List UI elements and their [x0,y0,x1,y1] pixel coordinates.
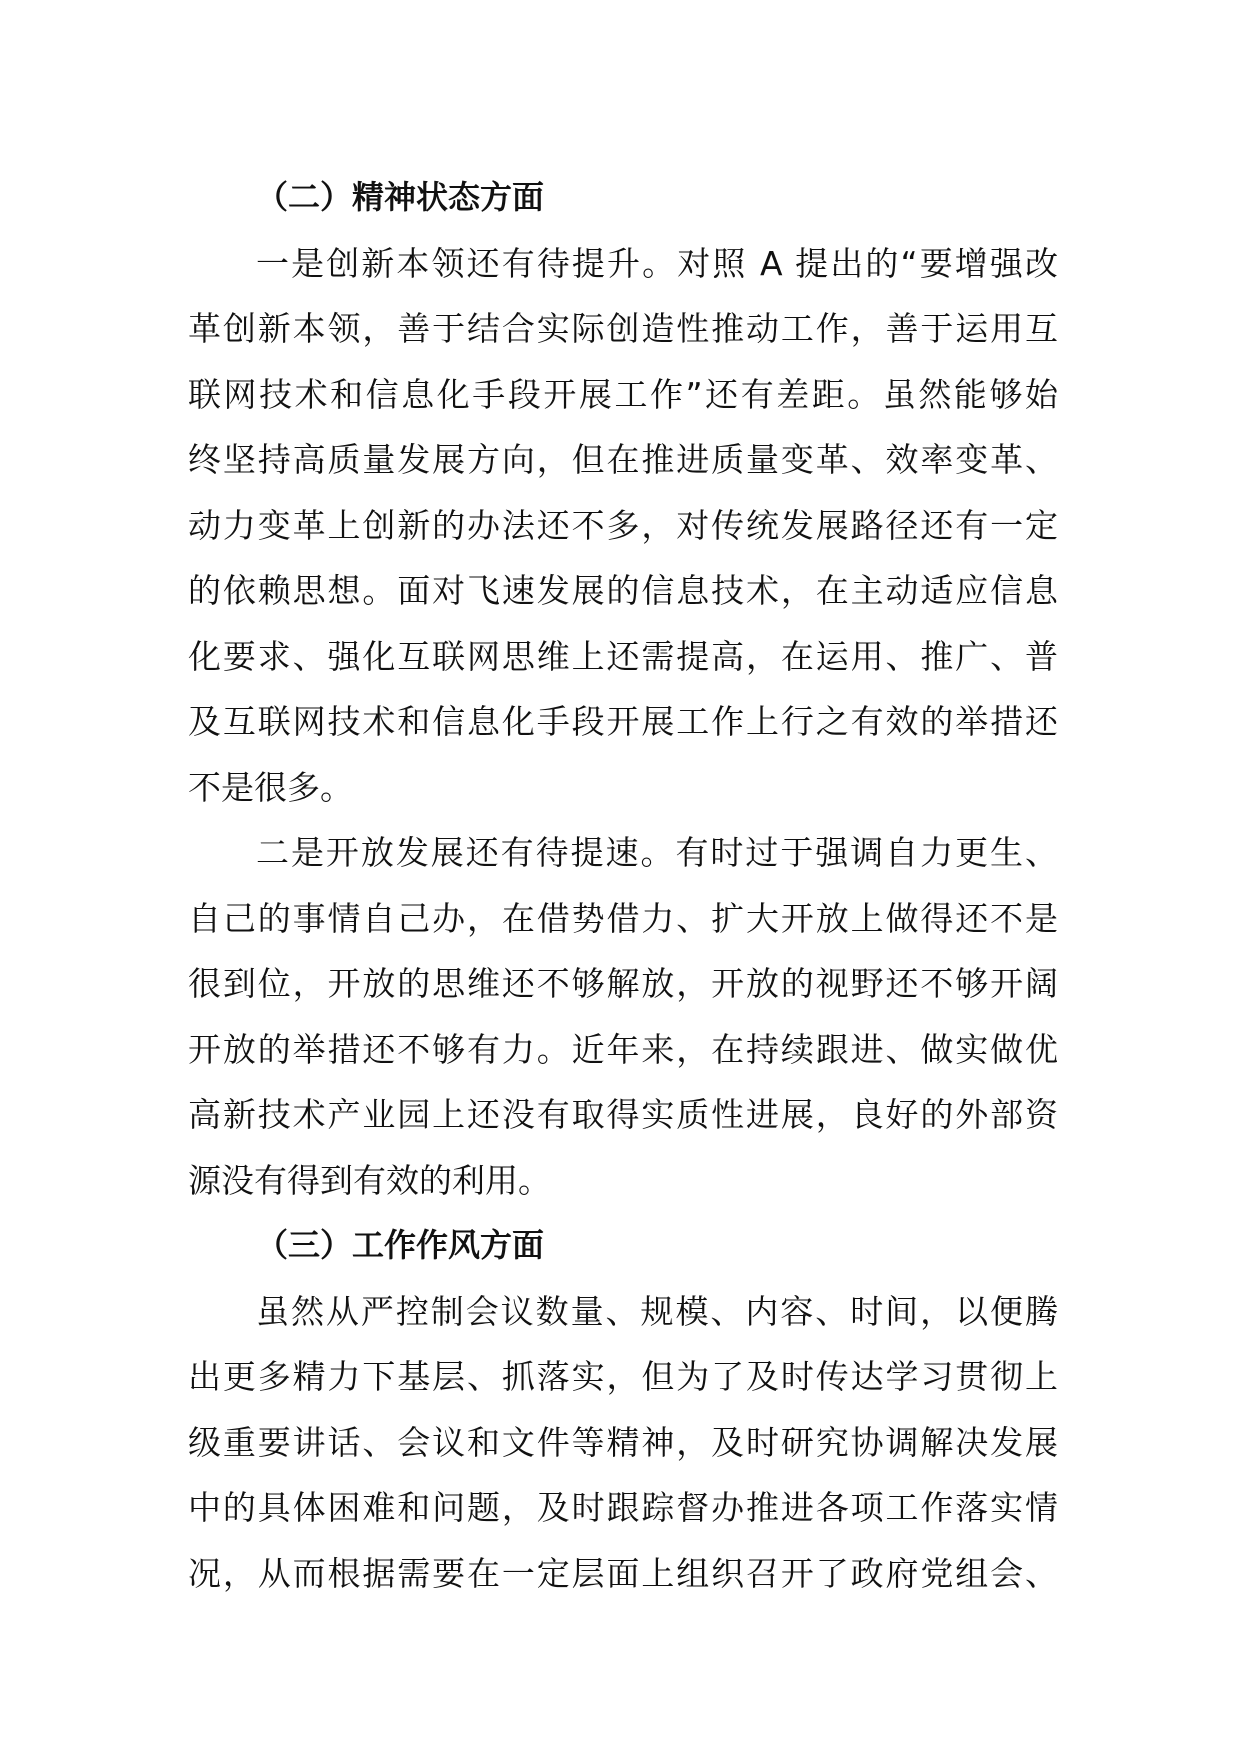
paragraph-line: 终坚持高质量发展方向，但在推进质量变革、效率变革、 [188,440,1058,479]
paragraph-line: 不是很多。 [188,767,353,807]
paragraph-line: 级重要讲话、会议和文件等精神，及时研究协调解决发展 [188,1422,1058,1462]
paragraph-line: 动力变革上创新的办法还不多，对传统发展路径还有一定 [188,505,1058,545]
paragraph-line: 出更多精力下基层、抓落实，但为了及时传达学习贯彻上 [188,1357,1058,1396]
section-heading: （三）工作作风方面 [256,1226,545,1264]
paragraph-line: 化要求、强化互联网思维上还需提高，在运用、推广、普 [188,636,1058,676]
paragraph-line: 况，从而根据需要在一定层面上组织召开了政府党组会、 [188,1553,1058,1593]
document-page [188,165,1058,1606]
paragraph-line: 革创新本领，善于结合实际创造性推动工作，善于运用互 [188,309,1058,348]
paragraph-line: 二是开放发展还有待提速。有时过于强调自力更生、 [256,833,1058,872]
paragraph-line: 联网技术和信息化手段开展工作”还有差距。虽然能够始 [188,374,1058,414]
section-work-style [188,1213,1058,1606]
paragraph-meetings [188,1279,1058,1607]
section-heading: （二）精神状态方面 [256,178,545,216]
paragraph-line: 高新技术产业园上还没有取得实质性进展，良好的外部资 [188,1095,1058,1134]
paragraph-line: 很到位，开放的思维还不够解放，开放的视野还不够开阔 [188,964,1058,1003]
paragraph-line: 的依赖思想。面对飞速发展的信息技术，在主动适应信息 [188,571,1058,610]
paragraph-line: 一是创新本领还有待提升。对照 A 提出的“要增强改 [256,243,1058,283]
paragraph-innovation [188,231,1058,821]
paragraph-line: 自己的事情自己办，在借势借力、扩大开放上做得还不是 [188,898,1058,938]
paragraph-line: 开放的举措还不够有力。近年来，在持续跟进、做实做优 [188,1029,1058,1069]
section-spirit-state [188,165,1058,1213]
paragraph-line: 中的具体困难和问题，及时跟踪督办推进各项工作落实情 [188,1488,1058,1527]
paragraph-line: 源没有得到有效的利用。 [188,1160,551,1200]
paragraph-line: 虽然从严控制会议数量、规模、内容、时间，以便腾 [256,1291,1058,1331]
paragraph-line: 及互联网技术和信息化手段开展工作上行之有效的举措还 [188,702,1058,741]
paragraph-opening [188,820,1058,1213]
